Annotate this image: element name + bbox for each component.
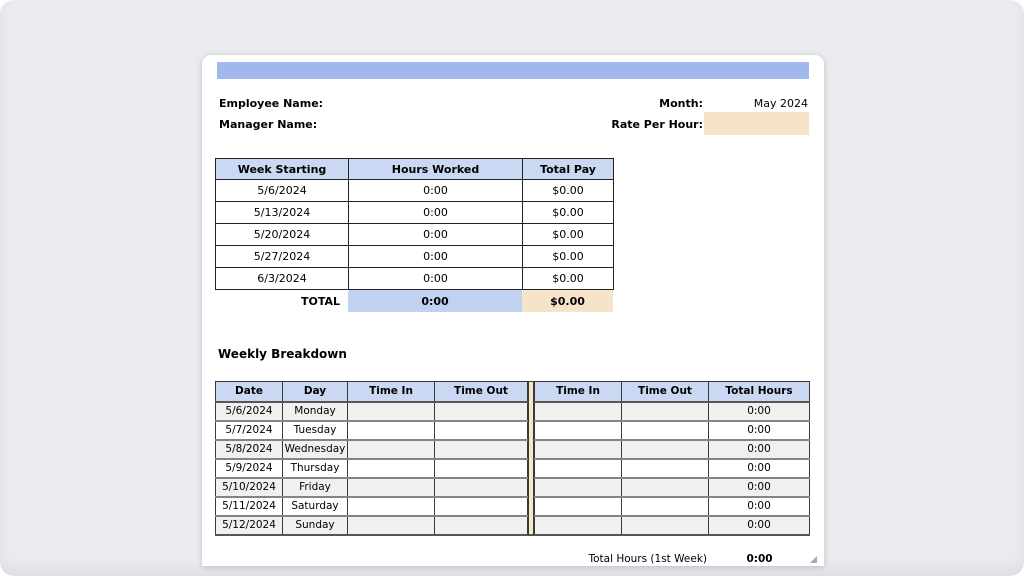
date-cell: 5/7/2024 (216, 421, 283, 440)
header-time-in-2: Time In (535, 382, 622, 402)
time-out-2-cell[interactable] (622, 516, 709, 535)
hours-worked-cell: 0:00 (349, 246, 523, 268)
date-cell: 5/6/2024 (216, 402, 283, 421)
header-day: Day (283, 382, 348, 402)
title-bar (217, 62, 809, 79)
first-week-total-value: 0:00 (746, 553, 773, 565)
breakdown-row (535, 516, 810, 535)
time-in-1-cell[interactable] (348, 478, 435, 497)
total-pay-cell: $0.00 (523, 180, 614, 202)
breakdown-header-row (216, 382, 528, 402)
month-label: Month: (659, 97, 703, 110)
breakdown-row (216, 440, 528, 459)
weekly-summary-section (215, 158, 613, 312)
breakdown-header-row (535, 382, 810, 402)
time-in-1-cell[interactable] (348, 459, 435, 478)
breakdown-row (216, 478, 528, 497)
total-pay-cell: $0.00 (523, 202, 614, 224)
date-cell: 5/12/2024 (216, 516, 283, 535)
breakdown-row (216, 402, 528, 421)
weekly-breakdown-section (215, 381, 810, 536)
hours-worked-cell: 0:00 (349, 224, 523, 246)
week-starting-cell: 5/13/2024 (216, 202, 349, 224)
total-hours-cell: 0:00 (709, 478, 810, 497)
time-out-2-cell[interactable] (622, 402, 709, 421)
summary-header-hours: Hours Worked (349, 159, 523, 180)
hours-worked-cell: 0:00 (349, 180, 523, 202)
time-out-2-cell[interactable] (622, 459, 709, 478)
time-out-1-cell[interactable] (435, 516, 528, 535)
time-in-2-cell[interactable] (535, 440, 622, 459)
total-hours-value: 0:00 (348, 290, 522, 312)
total-hours-cell: 0:00 (709, 440, 810, 459)
time-in-1-cell[interactable] (348, 421, 435, 440)
rate-per-hour-label: Rate Per Hour: (611, 118, 703, 131)
resize-handle-icon[interactable] (810, 556, 817, 563)
header-time-out-1: Time Out (435, 382, 528, 402)
time-in-1-cell[interactable] (348, 516, 435, 535)
week-starting-cell: 5/6/2024 (216, 180, 349, 202)
total-hours-cell: 0:00 (709, 516, 810, 535)
breakdown-row (216, 459, 528, 478)
week-starting-cell: 5/20/2024 (216, 224, 349, 246)
header-time-in-1: Time In (348, 382, 435, 402)
breakdown-row (535, 440, 810, 459)
total-hours-cell: 0:00 (709, 421, 810, 440)
time-in-2-cell[interactable] (535, 459, 622, 478)
total-hours-cell: 0:00 (709, 497, 810, 516)
breakdown-row (216, 497, 528, 516)
time-out-2-cell[interactable] (622, 421, 709, 440)
week-starting-cell: 5/27/2024 (216, 246, 349, 268)
total-pay-cell: $0.00 (523, 268, 614, 290)
date-cell: 5/8/2024 (216, 440, 283, 459)
day-cell: Thursday (283, 459, 348, 478)
time-in-2-cell[interactable] (535, 497, 622, 516)
month-value: May 2024 (753, 97, 808, 110)
date-cell: 5/9/2024 (216, 459, 283, 478)
breakdown-table-left (215, 381, 528, 536)
employee-name-label: Employee Name: (219, 97, 324, 110)
day-cell: Monday (283, 402, 348, 421)
time-out-1-cell[interactable] (435, 478, 528, 497)
breakdown-row (535, 459, 810, 478)
header-total-hours: Total Hours (709, 382, 810, 402)
time-in-1-cell[interactable] (348, 440, 435, 459)
date-cell: 5/11/2024 (216, 497, 283, 516)
breakdown-row (216, 516, 528, 535)
time-out-2-cell[interactable] (622, 440, 709, 459)
summary-row (216, 246, 614, 268)
breakdown-row (535, 497, 810, 516)
day-cell: Friday (283, 478, 348, 497)
total-pay-value: $0.00 (522, 290, 613, 312)
summary-row (216, 224, 614, 246)
time-out-1-cell[interactable] (435, 421, 528, 440)
day-cell: Tuesday (283, 421, 348, 440)
hours-worked-cell: 0:00 (349, 202, 523, 224)
total-label: TOTAL (300, 294, 340, 308)
time-out-2-cell[interactable] (622, 497, 709, 516)
summary-row (216, 268, 614, 290)
time-in-1-cell[interactable] (348, 497, 435, 516)
breakdown-table-right (534, 381, 810, 536)
summary-row (216, 202, 614, 224)
time-out-1-cell[interactable] (435, 459, 528, 478)
time-in-2-cell[interactable] (535, 402, 622, 421)
hours-worked-cell: 0:00 (349, 268, 523, 290)
breakdown-row (535, 402, 810, 421)
weekly-summary-table (215, 158, 614, 290)
day-cell: Wednesday (283, 440, 348, 459)
time-in-2-cell[interactable] (535, 478, 622, 497)
total-pay-cell: $0.00 (523, 224, 614, 246)
manager-name-label: Manager Name: (219, 118, 318, 131)
breakdown-row (216, 421, 528, 440)
summary-header-row (216, 159, 614, 180)
weekly-breakdown-title: Weekly Breakdown (218, 347, 347, 361)
total-hours-cell: 0:00 (709, 459, 810, 478)
breakdown-row (535, 421, 810, 440)
day-cell: Saturday (283, 497, 348, 516)
rate-per-hour-input-cell[interactable] (704, 112, 809, 135)
time-in-2-cell[interactable] (535, 516, 622, 535)
breakdown-row (535, 478, 810, 497)
time-out-1-cell[interactable] (435, 497, 528, 516)
day-cell: Sunday (283, 516, 348, 535)
date-cell: 5/10/2024 (216, 478, 283, 497)
total-hours-cell: 0:00 (709, 402, 810, 421)
first-week-total-label: Total Hours (1st Week) (588, 553, 707, 565)
timesheet-card (202, 55, 824, 566)
time-out-1-cell[interactable] (435, 440, 528, 459)
summary-total-row (215, 290, 613, 312)
header-time-out-2: Time Out (622, 382, 709, 402)
header-date: Date (216, 382, 283, 402)
time-out-2-cell[interactable] (622, 478, 709, 497)
summary-header-pay: Total Pay (523, 159, 614, 180)
week-starting-cell: 6/3/2024 (216, 268, 349, 290)
summary-row (216, 180, 614, 202)
total-pay-cell: $0.00 (523, 246, 614, 268)
time-in-2-cell[interactable] (535, 421, 622, 440)
summary-header-week: Week Starting (216, 159, 349, 180)
time-out-1-cell[interactable] (435, 402, 528, 421)
time-in-1-cell[interactable] (348, 402, 435, 421)
